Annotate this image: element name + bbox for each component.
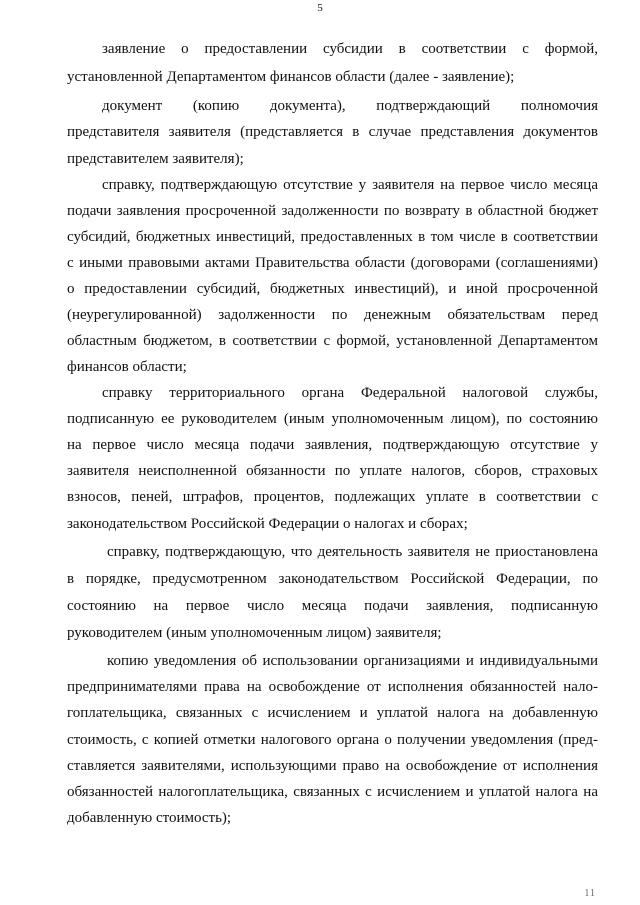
text-line: (неурегулированной) задолженности по денежным обязательствам перед (67, 307, 598, 323)
text-line: с иными правовыми актами Правительства области (договорами (соглашениями) (67, 255, 598, 271)
text-line: на первое число месяца подачи заявления, подтверждающую отсутствие у (67, 437, 598, 453)
text-line: гоплательщика, связанных с исчислением и уплатой налога на добавленную (67, 705, 598, 721)
text-line: копию уведомления об использовании организациями и индивидуальными (107, 653, 598, 669)
text-line: заявление о предоставлении субсидии в соответствии с формой, (102, 41, 598, 57)
text-line: установленной Департаментом финансов области (далее - заявление); (67, 69, 515, 85)
text-line: субсидий, бюджетных инвестиций, предоставленных в том числе в соответствии (67, 229, 598, 245)
text-line: добавленную стоимость); (67, 810, 232, 826)
text-line: предпринимателями права на освобождение от исполнения обязанностей нало- (67, 679, 598, 695)
text-line: справку территориального органа Федеральной налоговой службы, (102, 385, 598, 401)
text-line: ставляется заявителями, использующими право на освобождение от исполнения (67, 758, 598, 774)
text-line: состоянию на первое число месяца подачи заявления, подписанную (67, 598, 598, 614)
text-line: справку, подтверждающую, что деятельность заявителя не приостановлена (107, 544, 598, 560)
text-line: областным бюджетом, в соответствии с формой, установленной Департаментом (67, 333, 598, 349)
text-line: представителя заявителя (представляется в случае представления документов (67, 124, 598, 140)
text-line: представителем заявителя); (67, 151, 244, 167)
text-line: документ (копию документа), подтверждающий полномочия (102, 98, 598, 114)
text-line: в порядке, предусмотренном законодательством Российской Федерации, по (67, 571, 598, 587)
text-line: обязанностей налогоплательщика, связанных с исчислением и уплатой налога на (67, 784, 598, 800)
text-line: заявителя неисполненной обязанности по уплате налогов, сборов, страховых (67, 463, 598, 479)
text-line: руководителем (иным уполномоченным лицом) заявителя; (67, 625, 442, 641)
text-line: взносов, пеней, штрафов, процентов, подлежащих уплате в соответствии с (67, 489, 598, 505)
text-line: законодательством Российской Федерации о налогах и сборах; (67, 516, 468, 532)
text-line: о предоставлении субсидий, бюджетных инвестиций), и иной просроченной (67, 281, 598, 297)
text-line: финансов области; (67, 359, 187, 375)
text-line: подписанную ее руководителем (иным уполномоченным лицом), по состоянию (67, 411, 598, 427)
text-line: стоимость, с копией отметки налогового органа о получении уведомления (пред- (67, 732, 598, 748)
text-line: справку, подтверждающую отсутствие у заявителя на первое число месяца (102, 177, 598, 193)
text-line: подачи заявления просроченной задолженности по возврату в областной бюджет (67, 203, 598, 219)
corner-mark: 11 (584, 888, 596, 899)
page-number: 5 (317, 2, 323, 14)
